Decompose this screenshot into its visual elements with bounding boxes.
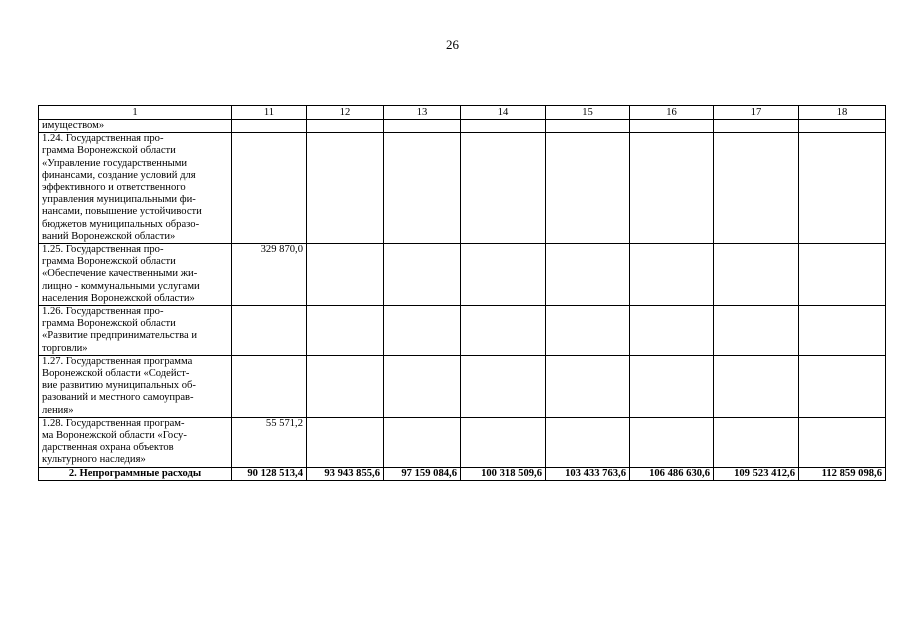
cell-value bbox=[714, 244, 799, 306]
cell-value bbox=[232, 355, 307, 417]
cell-value bbox=[232, 306, 307, 356]
cell-value bbox=[461, 355, 546, 417]
cell-value bbox=[630, 417, 714, 467]
column-header: 13 bbox=[384, 106, 461, 120]
cell-value bbox=[630, 355, 714, 417]
column-header: 16 bbox=[630, 106, 714, 120]
cell-value bbox=[307, 133, 384, 244]
column-header: 18 bbox=[799, 106, 886, 120]
cell-value bbox=[461, 417, 546, 467]
table-row bbox=[39, 133, 886, 244]
row-description: 1.26. Государственная про- грамма Воронежской области «Развитие предпринимательства и торговли» bbox=[39, 306, 232, 356]
column-header: 12 bbox=[307, 106, 384, 120]
total-value: 97 159 084,6 bbox=[384, 467, 461, 480]
column-header: 1 bbox=[39, 106, 232, 120]
cell-value bbox=[384, 417, 461, 467]
row-description: 1.25. Государственная про- грамма Воронежской области «Обеспечение качественными жи- лищно - коммунальными услугами населения Воронежской области» bbox=[39, 244, 232, 306]
cell-value: 329 870,0 bbox=[232, 244, 307, 306]
cell-value bbox=[307, 244, 384, 306]
column-header: 11 bbox=[232, 106, 307, 120]
cell-value bbox=[799, 120, 886, 133]
total-description: 2. Непрограммные расходы bbox=[39, 467, 232, 480]
cell-value bbox=[461, 133, 546, 244]
cell-value bbox=[384, 120, 461, 133]
row-description: 1.28. Государственная програм- ма Воронежской области «Госу- дарственная охрана объектов культурного наследия» bbox=[39, 417, 232, 467]
total-value: 112 859 098,6 bbox=[799, 467, 886, 480]
cell-value bbox=[461, 120, 546, 133]
cell-value bbox=[232, 133, 307, 244]
total-value: 100 318 509,6 bbox=[461, 467, 546, 480]
cell-value bbox=[714, 306, 799, 356]
cell-value bbox=[799, 133, 886, 244]
cell-value bbox=[384, 244, 461, 306]
cell-value bbox=[799, 306, 886, 356]
cell-value bbox=[630, 120, 714, 133]
cell-value bbox=[799, 244, 886, 306]
cell-value bbox=[307, 120, 384, 133]
column-header: 17 bbox=[714, 106, 799, 120]
cell-value bbox=[546, 417, 630, 467]
cell-value bbox=[232, 120, 307, 133]
table-row bbox=[39, 355, 886, 417]
row-description: 1.27. Государственная программа Воронежской области «Содейст- вие развитию муниципальных об- разований и местного самоуправ- ления» bbox=[39, 355, 232, 417]
table-row bbox=[39, 244, 886, 306]
cell-value bbox=[384, 355, 461, 417]
budget-table bbox=[38, 105, 886, 481]
column-header: 15 bbox=[546, 106, 630, 120]
column-header: 14 bbox=[461, 106, 546, 120]
cell-value bbox=[384, 306, 461, 356]
cell-value bbox=[384, 133, 461, 244]
cell-value bbox=[714, 355, 799, 417]
cell-value bbox=[546, 133, 630, 244]
cell-value bbox=[461, 244, 546, 306]
table-row bbox=[39, 120, 886, 133]
header-row bbox=[39, 106, 886, 120]
cell-value bbox=[799, 355, 886, 417]
cell-value bbox=[546, 355, 630, 417]
cell-value bbox=[630, 133, 714, 244]
cell-value bbox=[546, 244, 630, 306]
cell-value bbox=[714, 417, 799, 467]
cell-value bbox=[546, 306, 630, 356]
cell-value: 55 571,2 bbox=[232, 417, 307, 467]
cell-value bbox=[546, 120, 630, 133]
row-description: 1.24. Государственная про- грамма Воронежской области «Управление государственными финансами, создание условий для эффективного и ответственного управления муниципальными фи- нансами, повышение устойчивости бюджетов муниципальных образо- ваний Воронежской области» bbox=[39, 133, 232, 244]
cell-value bbox=[714, 133, 799, 244]
total-value: 90 128 513,4 bbox=[232, 467, 307, 480]
total-value: 109 523 412,6 bbox=[714, 467, 799, 480]
cell-value bbox=[799, 417, 886, 467]
row-description: имуществом» bbox=[39, 120, 232, 133]
cell-value bbox=[630, 244, 714, 306]
table-row bbox=[39, 417, 886, 467]
total-value: 103 433 763,6 bbox=[546, 467, 630, 480]
cell-value bbox=[714, 120, 799, 133]
total-value: 93 943 855,6 bbox=[307, 467, 384, 480]
cell-value bbox=[307, 417, 384, 467]
table-row bbox=[39, 306, 886, 356]
cell-value bbox=[461, 306, 546, 356]
cell-value bbox=[307, 355, 384, 417]
page-number: 26 bbox=[446, 37, 459, 52]
cell-value bbox=[307, 306, 384, 356]
total-value: 106 486 630,6 bbox=[630, 467, 714, 480]
total-row bbox=[39, 467, 886, 480]
cell-value bbox=[630, 306, 714, 356]
